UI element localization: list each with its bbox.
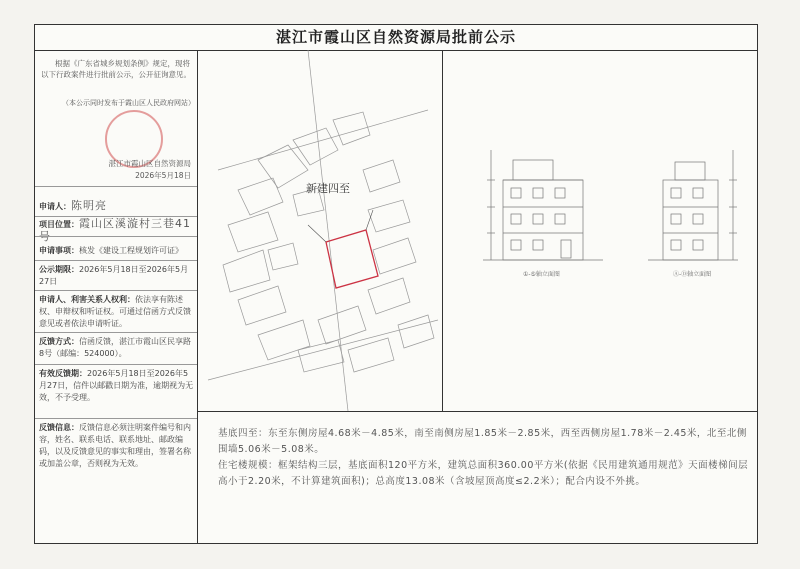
- valid-value: 2026年5月18日至2026年5月27日，信件以邮戳日期为准，逾期视为无效，不予受理。: [39, 369, 194, 402]
- notice-title: 湛江市霞山区自然资源局批前公示: [35, 25, 757, 51]
- applicant-field: [39, 200, 195, 213]
- official-seal-area: [95, 120, 195, 190]
- location-label: 项目位置：: [39, 220, 79, 229]
- issue-date: 2026年5月18日: [135, 171, 191, 180]
- applicant-label: 申请人：: [39, 202, 71, 211]
- notice-sheet: [34, 24, 758, 544]
- period-value: 2026年5月18日至2026年5月27日: [39, 265, 189, 286]
- divider: [35, 418, 197, 419]
- project-description: [198, 411, 757, 544]
- issuer: 湛江市霞山区自然资源局: [108, 159, 191, 168]
- location-value: 霞山区溪漩村三巷41号: [39, 217, 191, 243]
- intro-text: 根据《广东省城乡规划条例》规定，现将以下行政案件进行批前公示，公开征询意见。: [41, 59, 191, 79]
- divider: [35, 364, 197, 365]
- divider: [35, 236, 197, 237]
- scale-description: 住宅楼规模：框架结构三层，基底面积120平方米，建筑总面积360.00平方米(依据《民用建筑通用规范》天面楼梯间层高小于2.20米，不计算建筑面积)；总高度13.08米（含坡屋顶高度≤2.2米）；配合内设不外挑。: [218, 460, 749, 487]
- divider: [35, 332, 197, 333]
- rights-value: 依法享有陈述权、申辩权和听证权。可通过信函方式反馈意见或者依法申请听证。: [39, 295, 191, 328]
- matter-value: 核发《建设工程规划许可证》: [79, 246, 183, 255]
- method-field: [39, 336, 195, 360]
- site-map: [198, 50, 443, 411]
- elevation-drawing: [443, 50, 757, 411]
- info-field: [39, 422, 195, 470]
- rights-field: [39, 294, 195, 330]
- info-value: 反馈信息必须注明案件编号和内容，姓名、联系电话、联系地址、邮政编码，以及反馈意见的事实和理由，签署名称或加盖公章，否则视为无效。: [39, 423, 191, 468]
- map-label: 新建四至: [306, 182, 350, 195]
- method-label: 反馈方式：: [39, 337, 79, 346]
- divider: [35, 186, 197, 187]
- method-value: 信函反馈，湛江市霞山区民享路8号（邮编：524000）。: [39, 337, 191, 358]
- period-field: [39, 264, 195, 288]
- applicant-value: 陈明亮: [71, 199, 107, 212]
- elevation-label-1: ①-⑤轴立面图: [523, 271, 560, 278]
- period-label: 公示期限：: [39, 265, 79, 274]
- boundary-description: 基底四至：东至东侧房屋4.68米－4.85米，南至南侧房屋1.85米－2.85米，西至西侧房屋1.78米－2.45米，北至北侧围墙5.06米－5.08米。: [218, 428, 747, 455]
- notice-info-column: [35, 50, 198, 543]
- matter-field: [39, 245, 195, 257]
- elevation-label-2: Ⓐ-Ⓓ轴立面图: [673, 271, 712, 278]
- divider: [35, 290, 197, 291]
- divider: [35, 260, 197, 261]
- rights-label: 申请人、利害关系人权利：: [39, 295, 135, 304]
- location-field: [39, 218, 195, 244]
- site-plan-drawing: [198, 50, 442, 411]
- elevation-drawings: [443, 50, 757, 411]
- valid-field: [39, 368, 195, 404]
- matter-label: 申请事项：: [39, 246, 79, 255]
- publish-note: （本公示同时发布于霞山区人民政府网站）: [62, 99, 195, 107]
- info-label: 反馈信息：: [39, 423, 79, 432]
- valid-label: 有效反馈期：: [39, 369, 87, 378]
- project-plot-outline: [326, 230, 378, 288]
